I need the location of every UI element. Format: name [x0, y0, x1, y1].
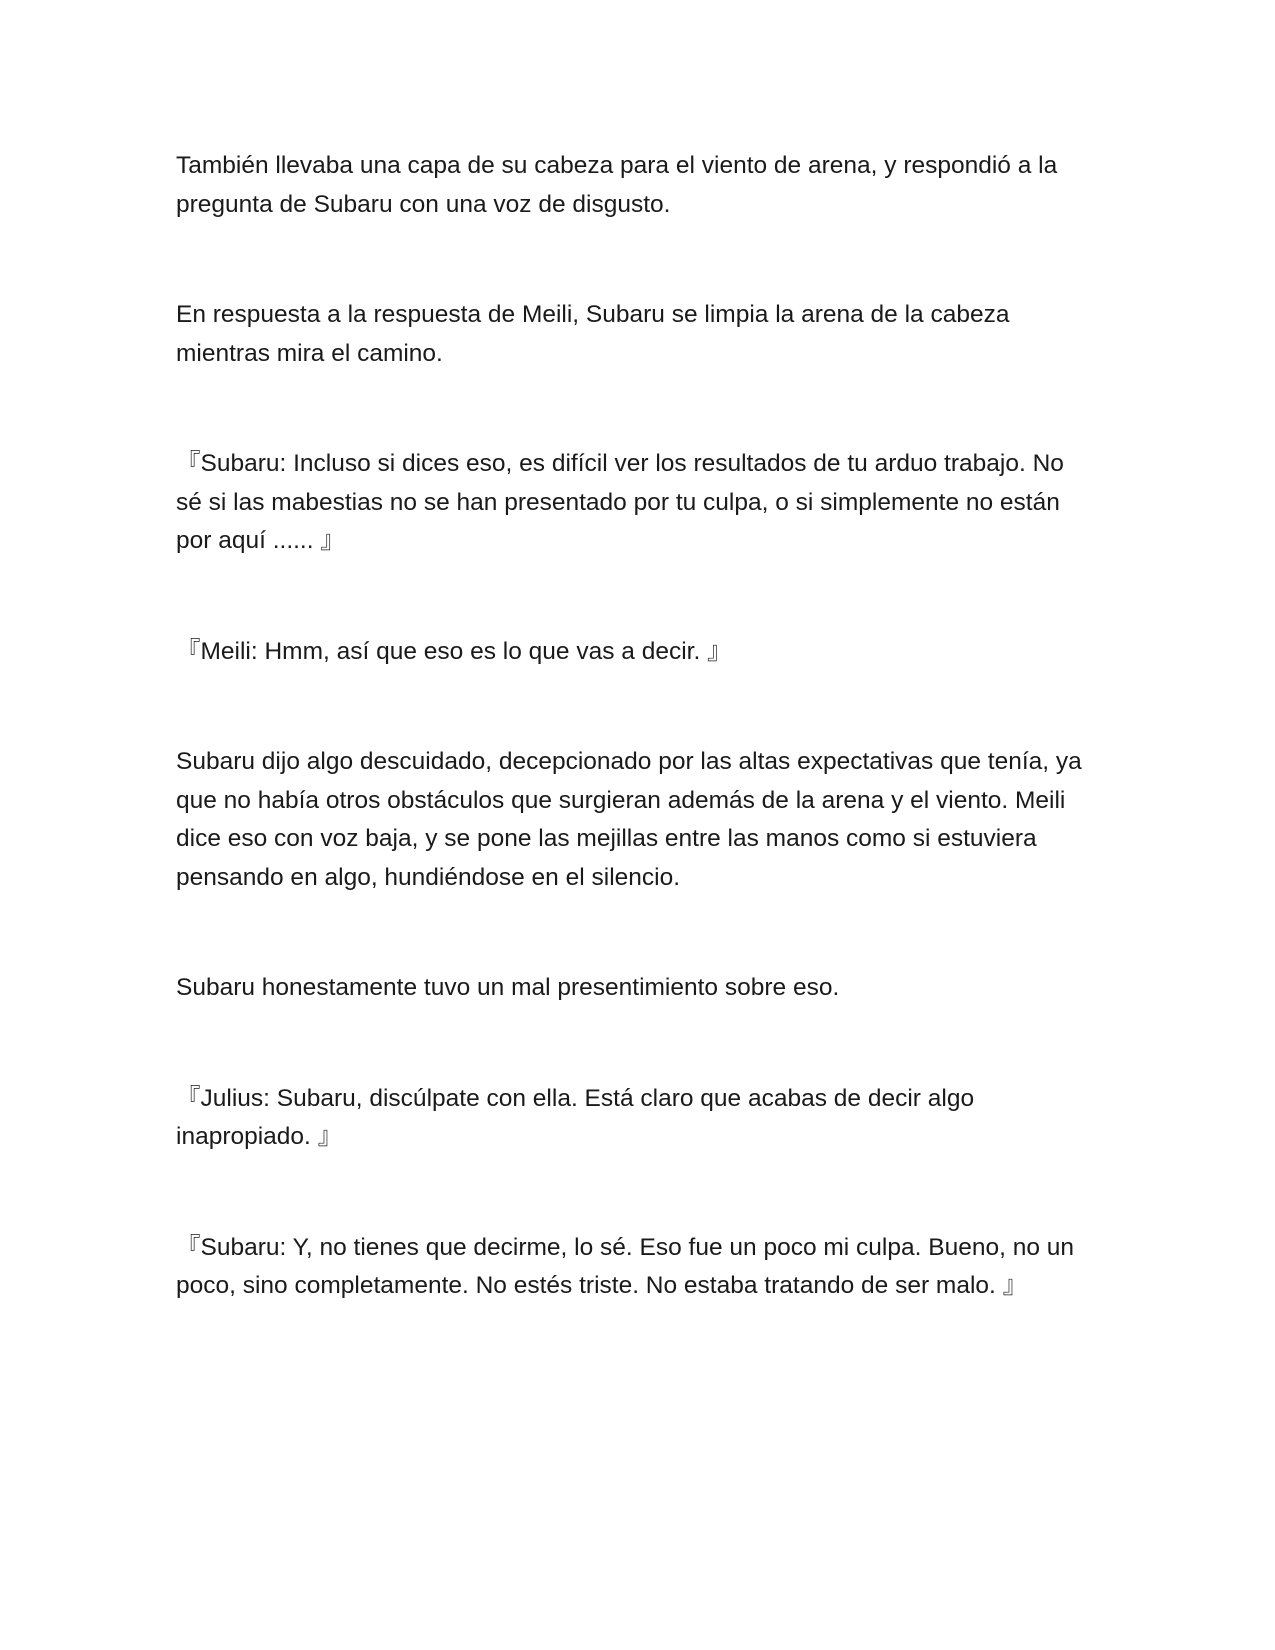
dialogue-subaru-2: 『Subaru: Y, no tienes que decirme, lo sé. Eso fue un poco mi culpa. Bueno, no un poco, sino completamente. No estés triste. No estaba tratando de ser malo. 』 — [176, 1233, 1075, 1299]
paragraph-spacer — [176, 561, 1096, 633]
paragraph-4: Subaru honestamente tuvo un mal presentimiento sobre eso. — [176, 974, 840, 1001]
document-body — [176, 147, 1096, 1306]
paragraph-spacer — [176, 1157, 1096, 1229]
paragraph-spacer — [176, 1008, 1096, 1080]
paragraph-spacer — [176, 224, 1096, 296]
paragraph-spacer — [176, 373, 1096, 445]
paragraph-spacer — [176, 671, 1096, 743]
paragraph-2: En respuesta a la respuesta de Meili, Subaru se limpia la arena de la cabeza mientras mira el camino. — [176, 301, 1010, 367]
dialogue-julius-1: 『Julius: Subaru, discúlpate con ella. Está claro que acabas de decir algo inapropiado. 』 — [176, 1084, 975, 1150]
dialogue-meili-1: 『Meili: Hmm, así que eso es lo que vas a decir. 』 — [176, 637, 732, 665]
paragraph-1: También llevaba una capa de su cabeza para el viento de arena, y respondió a la pregunta de Subaru con una voz de disgusto. — [176, 152, 1058, 218]
dialogue-subaru-1: 『Subaru: Incluso si dices eso, es difícil ver los resultados de tu arduo trabajo. No sé si las mabestias no se han presentado por tu culpa, o si simplemente no están por aquí ...... 』 — [176, 450, 1064, 554]
paragraph-spacer — [176, 897, 1096, 969]
paragraph-3: Subaru dijo algo descuidado, decepcionado por las altas expectativas que tenía, ya que no había otros obstáculos que surgieran además de la arena y el viento. Meili dice eso con voz baja, y se pone las mejillas entre las manos como si estuviera pensando en algo, hundiéndose en el silencio. — [176, 748, 1082, 891]
